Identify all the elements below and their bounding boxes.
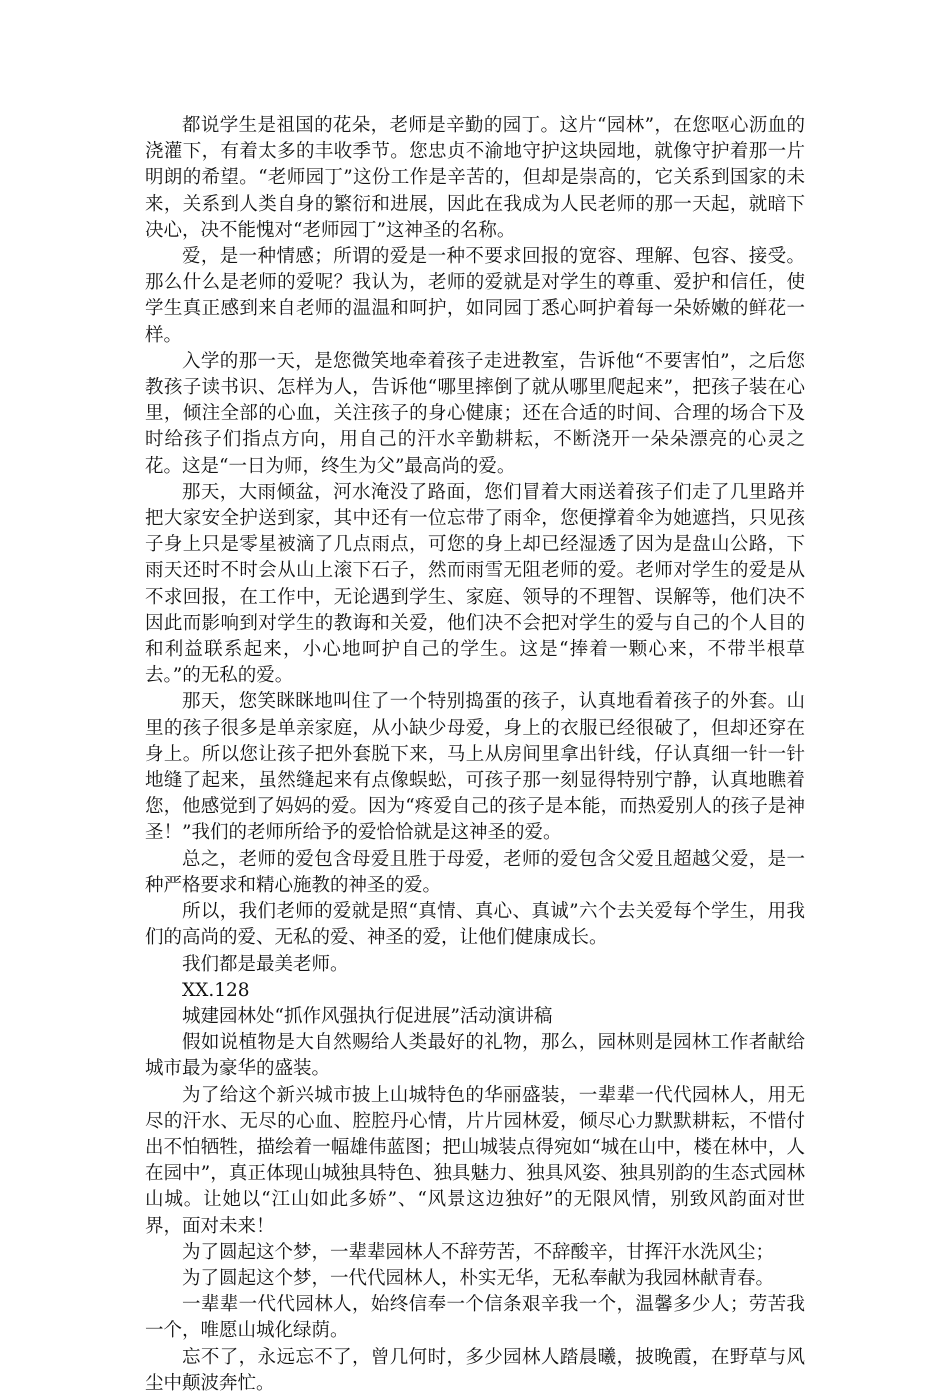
paragraph-1: 都说学生是祖国的花朵，老师是辛勤的园丁。这片“园林”，在您呕心沥血的浇灌下，有着太多的丰收季节。您忠贞不渝地守护这块园地，就像守护着那一片明朗的希望。“老师园丁”这份工作是辛苦的，但却是崇高的，它关系到国家的未来，关系到人类自身的繁衍和进展，因此在我成为人民老师的那一天起，就暗下决心，决不能愧对“老师园丁”这神圣的名称。 [145,115,805,241]
paragraph-5: 那天，您笑眯眯地叫住了一个特别捣蛋的孩子，认真地看着孩子的外套。山里的孩子很多是单亲家庭，从小缺少母爱，身上的衣服已经很破了，但却还穿在身上。所以您让孩子把外套脱下来，马上从房间里拿出针线，仔认真细一针一针地缝了起来，虽然缝起来有点像蜈蚣，可孩子那一刻显得特别宁静，认真地瞧着您，他感觉到了妈妈的爱。因为“疼爱自己的孩子是本能，而热爱别人的孩子是神圣！”我们的老师所给予的爱恰恰就是这神圣的爱。 [145,691,805,844]
date-line: XX.128 [182,979,250,1001]
paragraph-8: 我们都是最美老师。 [182,953,349,975]
paragraph-10: 为了给这个新兴城市披上山城特色的华丽盛装，一辈辈一代代园林人，用无尽的汗水、无尽的心血、腔腔丹心情，片片园林爱，倾尽心力默默耕耘，不惜付出不怕牺牲，描绘着一幅雄伟蓝图；把山城装点得宛如“城在山中，楼在林中，人在园中”，真正体现山城独具特色、独具魅力、独具风姿、独具别韵的生态式园林山城。让她以“江山如此多娇”、“风景这边独好”的无限风情，别致风韵面对世界，面对未来！ [145,1084,805,1237]
paragraph-3: 入学的那一天，是您微笑地牵着孩子走进教室，告诉他“不要害怕”，之后您教孩子读书识、怎样为人，告诉他“哪里摔倒了就从哪里爬起来”，把孩子装在心里，倾注全部的心血，关注孩子的身心健康；还在合适的时间、合理的场合下及时给孩子们指点方向，用自己的汗水辛勤耕耘，不断浇开一朵朵漂亮的心灵之花。这是“一日为师，终生为父”最高尚的爱。 [145,350,805,477]
paragraph-7: 所以，我们老师的爱就是照“真情、真心、真诚”六个去关爱每个学生，用我们的高尚的爱、无私的爱、神圣的爱，让他们健康成长。 [145,901,805,949]
paragraph-14: 忘不了，永远忘不了，曾几何时，多少园林人踏晨曦，披晚霞，在野草与风尘中颠波奔忙。 [145,1346,805,1394]
paragraph-2: 爱，是一种情感；所谓的爱是一种不要求回报的宽容、理解、包容、接受。那么什么是老师的爱呢？我认为，老师的爱就是对学生的尊重、爱护和信任，使学生真正感到来自老师的温温和呵护，如同园丁悉心呵护着每一朵娇嫩的鲜花一样。 [145,246,805,346]
paragraph-13: 一辈辈一代代园林人，始终信奉一个信条艰辛我一个，温馨多少人；劳苦我一个，唯愿山城化绿荫。 [145,1294,805,1342]
paragraph-11: 为了圆起这个梦，一辈辈园林人不辞劳苦，不辞酸辛，甘挥汗水洗风尘； [182,1241,775,1263]
paragraph-9: 假如说植物是大自然赐给人类最好的礼物，那么，园林则是园林工作者献给城市最为豪华的盛装。 [145,1032,805,1080]
document-body [145,113,805,1397]
section-title: 城建园林处“抓作风强执行促进展”活动演讲稿 [182,1005,553,1027]
paragraph-6: 总之，老师的爱包含母爱且胜于母爱，老师的爱包含父爱且超越父爱，是一种严格要求和精心施教的神圣的爱。 [145,848,805,896]
paragraph-12: 为了圆起这个梦，一代代园林人，朴实无华，无私奉献为我园林献青春。 [182,1267,775,1289]
paragraph-4: 那天，大雨倾盆，河水淹没了路面，您们冒着大雨送着孩子们走了几里路并把大家安全护送到家，其中还有一位忘带了雨伞，您便撑着伞为她遮挡，只见孩子身上只是零星被滴了几点雨点，可您的身上却已经湿透了因为是盘山公路，下雨天还时不时会从山上滚下石子，然而雨雪无阻老师的爱。老师对学生的爱是从不求回报，在工作中，无论遇到学生、家庭、领导的不理智、误解等，他们决不因此而影响到对学生的教诲和关爱，他们决不会把对学生的爱与自己的个人目的和利益联系起来，小心地呵护自己的学生。这是“捧着一颗心来，不带半根草去。”的无私的爱。 [145,481,805,687]
